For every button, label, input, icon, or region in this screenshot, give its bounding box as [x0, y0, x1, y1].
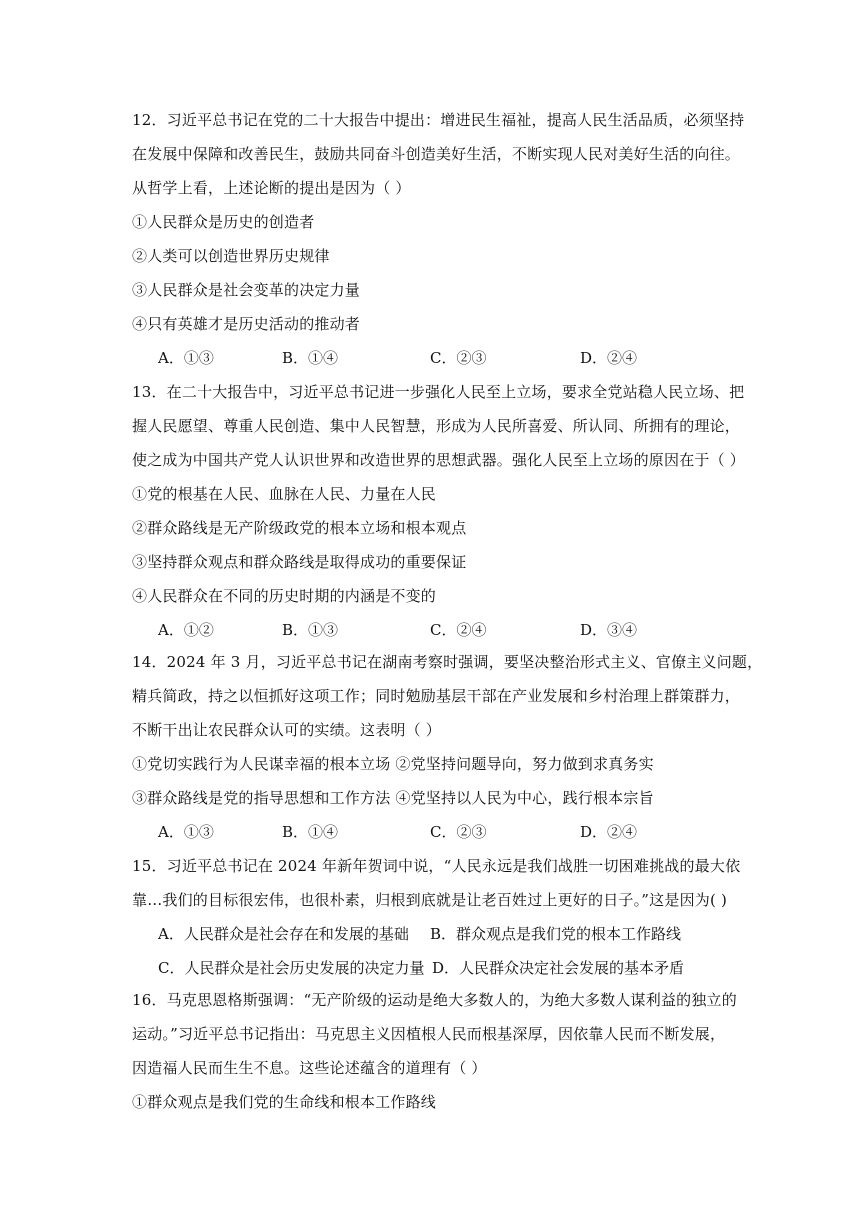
q15-stem-line-2: 靠…我们的目标很宏伟，也很朴素，归根到底就是让老百姓过上更好的日子。”这是因为( ) — [132, 891, 728, 909]
q14-option-a[interactable]: A．①③ — [158, 823, 214, 841]
q13-option-c[interactable]: C．②④ — [430, 621, 487, 639]
q14-items-row-1: ①党切实践行为人民谋幸福的根本立场 ②党坚持问题导向，努力做到求真务实 — [132, 755, 654, 773]
q16-stem-line-1: 16．马克思恩格斯强调：“无产阶级的运动是绝大多数人的，为绝大多数人谋利益的独立的 — [132, 991, 737, 1009]
q12-stem-line-2: 在发展中保障和改善民生，鼓励共同奋斗创造美好生活，不断实现人民对美好生活的向往。 — [132, 145, 741, 163]
q14-stem-line-2: 精兵简政，持之以恒抓好这项工作；同时勉励基层干部在产业发展和乡村治理上群策群力， — [132, 687, 741, 705]
q13-options — [158, 620, 758, 640]
q13-option-d[interactable]: D．③④ — [580, 621, 638, 639]
q12-option-c[interactable]: C．②③ — [430, 349, 487, 367]
q14-stem-line-1: 14．2024 年 3 月，习近平总书记在湖南考察时强调，要坚决整治形式主义、官僚主义问题， — [132, 653, 763, 671]
q14-option-d[interactable]: D．②④ — [580, 823, 638, 841]
q12-item-2: ②人类可以创造世界历史规律 — [132, 247, 330, 265]
q13-item-1: ①党的根基在人民、血脉在人民、力量在人民 — [132, 485, 437, 503]
q12-item-3: ③人民群众是社会变革的决定力量 — [132, 281, 361, 299]
q15-stem-line-1: 15．习近平总书记在 2024 年新年贺词中说，“人民永远是我们战胜一切困难挑战的最大依 — [132, 857, 741, 875]
q12-options — [158, 348, 758, 368]
q14-options — [158, 822, 758, 842]
q12-option-b[interactable]: B．①④ — [282, 349, 339, 367]
q12-stem-line-3: 从哲学上看，上述论断的提出是因为（ ） — [132, 179, 411, 197]
q14-option-b[interactable]: B．①④ — [282, 823, 339, 841]
q12-option-a[interactable]: A．①③ — [158, 349, 214, 367]
q13-option-a[interactable]: A．①② — [158, 621, 214, 639]
q13-item-3: ③坚持群众观点和群众路线是取得成功的重要保证 — [132, 553, 467, 571]
q13-stem-line-1: 13．在二十大报告中，习近平总书记进一步强化人民至上立场，要求全党站稳人民立场、把 — [132, 383, 745, 401]
q12-item-1: ①人民群众是历史的创造者 — [132, 213, 315, 231]
q15-option-a[interactable]: A．人民群众是社会存在和发展的基础 — [158, 925, 409, 943]
q14-option-c[interactable]: C．②③ — [430, 823, 487, 841]
q14-items-row-2: ③群众路线是党的指导思想和工作方法 ④党坚持以人民为中心，践行根本宗旨 — [132, 789, 654, 807]
q15-option-d[interactable]: D．人民群众决定社会发展的基本矛盾 — [432, 959, 685, 977]
q16-stem-line-3: 因造福人民而生生不息。这些论述蕴含的道理有（ ） — [132, 1059, 487, 1077]
q13-stem-line-2: 握人民愿望、尊重人民创造、集中人民智慧，形成为人民所喜爱、所认同、所拥有的理论， — [132, 417, 741, 435]
q12-option-d[interactable]: D．②④ — [580, 349, 638, 367]
q15-option-c[interactable]: C．人民群众是社会历史发展的决定力量 — [158, 959, 425, 977]
q13-item-4: ④人民群众在不同的历史时期的内涵是不变的 — [132, 587, 437, 605]
q15-option-b[interactable]: B．群众观点是我们党的根本工作路线 — [430, 925, 682, 943]
q13-option-b[interactable]: B．①③ — [282, 621, 339, 639]
q16-item-1: ①群众观点是我们党的生命线和根本工作路线 — [132, 1093, 437, 1111]
q12-item-4: ④只有英雄才是历史活动的推动者 — [132, 315, 361, 333]
q13-stem-line-3: 使之成为中国共产党人认识世界和改造世界的思想武器。强化人民至上立场的原因在于（ ） — [132, 451, 745, 469]
q12-stem-line-1: 12．习近平总书记在党的二十大报告中提出：增进民生福祉，提高人民生活品质，必须坚持 — [132, 111, 745, 129]
q14-stem-line-3: 不断干出让农民群众认可的实绩。这表明（ ） — [132, 721, 441, 739]
q13-item-2: ②群众路线是无产阶级政党的根本立场和根本观点 — [132, 519, 467, 537]
q16-stem-line-2: 运动。”习近平总书记指出：马克思主义因植根人民而根基深厚，因依靠人民而不断发展， — [132, 1025, 726, 1043]
